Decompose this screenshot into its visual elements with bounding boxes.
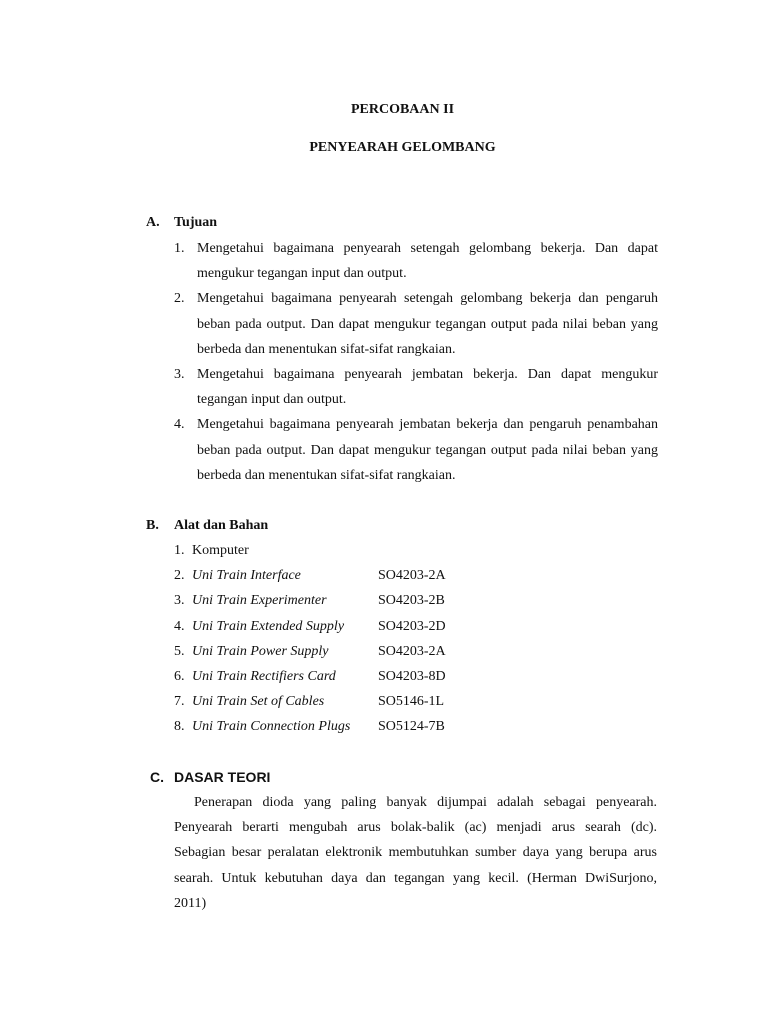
- goal-text: Mengetahui bagaimana penyearah jembatan bekerja. Dan dapat mengukur tegangan input dan output.: [197, 367, 658, 408]
- tool-code: SO4203-2A: [378, 568, 446, 584]
- section-c-letter: C.: [150, 769, 164, 785]
- goal-item-1: [174, 236, 658, 286]
- goal-item-3: [174, 362, 658, 412]
- section-a-title: Tujuan: [174, 215, 218, 230]
- goal-number: 1.: [174, 241, 185, 256]
- goals-list: [174, 236, 658, 488]
- tool-name: Uni Train Extended Supply: [192, 618, 345, 634]
- goal-number: 4.: [174, 417, 185, 433]
- section-c-title: DASAR TEORI: [174, 769, 271, 785]
- theory-paragraph: Penerapan dioda yang paling banyak dijumpai adalah sebagai penyearah. Penyearah berarti mengubah arus bolak-balik (ac) menjadi arus searah (dc). Sebagian besar peralatan elektronik membutuhkan sumber daya yang berupa arus searah. Untuk kebutuhan daya dan tegangan yang kecil. (Herman DwiSurjono, 2011): [174, 795, 657, 911]
- goal-text: Mengetahui bagaimana penyearah setengah gelombang bekerja. Dan dapat mengukur tegangan input dan output.: [197, 241, 658, 282]
- page-subtitle: PENYEARAH GELOMBANG: [309, 140, 496, 155]
- tool-code: SO4203-8D: [378, 668, 446, 684]
- tool-name: Uni Train Power Supply: [192, 643, 329, 659]
- section-a-letter: A.: [146, 215, 160, 230]
- goal-text: Mengetahui bagaimana penyearah jembatan bekerja dan pengaruh penambahan beban pada output. Dan dapat mengukur tegangan output pada nilai beban yang berbeda dan menentukan sifat-sifat rangkaian.: [197, 417, 658, 483]
- tool-name: Uni Train Interface: [192, 568, 301, 584]
- page-title: PERCOBAAN II: [350, 102, 455, 117]
- goal-number: 2.: [174, 291, 185, 307]
- tool-code: SO5146-1L: [378, 694, 445, 710]
- tool-code: SO4203-2D: [378, 618, 446, 634]
- tool-number: 6.: [174, 668, 185, 684]
- tool-name: Uni Train Rectifiers Card: [192, 668, 336, 684]
- section-b-letter: B.: [146, 518, 159, 533]
- tool-name: Uni Train Set of Cables: [192, 694, 325, 710]
- goal-item-2: [174, 286, 658, 362]
- tool-code: SO4203-2B: [378, 593, 445, 609]
- goal-item-4: [174, 412, 658, 488]
- goal-text: Mengetahui bagaimana penyearah setengah gelombang bekerja dan pengaruh beban pada output. Dan dapat mengukur tegangan output pada nilai beban yang berbeda dan menentukan sifat-sifat rangkaian.: [197, 291, 658, 357]
- tool-number: 8.: [174, 719, 185, 735]
- tool-name: Komputer: [192, 543, 249, 558]
- tool-number: 1.: [174, 543, 185, 558]
- tool-number: 5.: [174, 643, 185, 659]
- tool-number: 7.: [174, 694, 185, 710]
- tool-number: 4.: [174, 618, 185, 634]
- tool-code: SO4203-2A: [378, 643, 446, 659]
- tool-number: 3.: [174, 593, 185, 609]
- goal-number: 3.: [174, 367, 185, 383]
- tool-code: SO5124-7B: [378, 719, 445, 735]
- tool-name: Uni Train Experimenter: [192, 593, 327, 609]
- tool-name: Uni Train Connection Plugs: [192, 719, 351, 735]
- section-b-title: Alat dan Bahan: [174, 518, 269, 533]
- tool-number: 2.: [174, 568, 185, 584]
